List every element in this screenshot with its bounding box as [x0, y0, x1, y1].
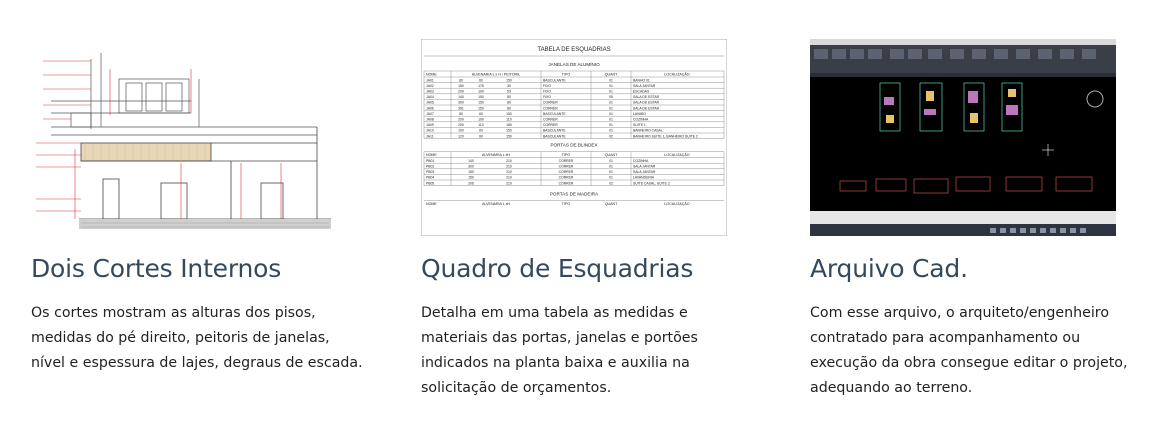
description-line: materiais das portas, janelas e portões: [421, 330, 698, 346]
table-cell: 200: [458, 117, 464, 122]
table-cell: 150: [506, 128, 512, 133]
table-cell: 210: [506, 175, 512, 180]
description-line: Com esse arquivo, o arquiteto/engenheiro: [810, 305, 1110, 321]
table-cell: CORRER: [558, 164, 574, 169]
table-cell: 60: [479, 134, 483, 139]
table-cell: COZINHA: [633, 117, 649, 122]
table-cell: SUITE CASAL, SUITE 2: [633, 181, 670, 186]
table-cell: 100: [458, 128, 464, 133]
table-header: QUANT: [604, 153, 618, 158]
table-cell: CORRER: [543, 123, 558, 128]
table-cell: FIXO: [543, 89, 551, 94]
table-cell: 391: [458, 106, 464, 111]
table-cell: JA02: [426, 83, 434, 88]
cad-screenshot: [810, 39, 1116, 236]
table-cell: 01: [609, 83, 613, 88]
table-cell: 05: [609, 95, 613, 100]
table-cell: 01: [609, 128, 613, 133]
card-description: [421, 301, 766, 401]
table-cell: CORRER: [558, 170, 574, 175]
card-title: Dois Cortes Internos: [31, 254, 282, 283]
table-header: LOCALIZAÇÃO: [664, 72, 690, 77]
table-cell: 150: [468, 170, 474, 175]
table-cell: SALA DE ESTAR: [633, 95, 660, 100]
cad-screenshot-image: [810, 39, 1116, 236]
table-cell: 01: [609, 78, 613, 83]
table-cell: JA05: [426, 100, 434, 105]
table-cell: SALA JANTAR: [633, 83, 656, 88]
table-cell: JA03: [426, 89, 434, 94]
table-cell: 150: [506, 134, 512, 139]
table-heading: TABELA DE ESQUADRIAS: [537, 47, 611, 53]
table-section-title: JANELAS DE ALUMÍNIO: [548, 62, 600, 67]
description-line: contratado para acompanhamento ou: [810, 330, 1081, 346]
table-cell: 30: [507, 83, 511, 88]
table-cell: 01: [609, 106, 613, 111]
table-cell: FIXO: [543, 95, 551, 100]
table-cell: JA07: [426, 111, 434, 116]
table-cell: 150: [458, 83, 464, 88]
table-header: NOME: [426, 202, 437, 207]
table-header: ALVENARIA L x H / PEITORIL: [471, 72, 521, 77]
table-cell: CORRER: [543, 100, 558, 105]
table-cell: 80: [507, 95, 511, 100]
table-cell: 60: [479, 78, 483, 83]
table-cell: CORRER: [543, 117, 558, 122]
description-line: adequando ao terreno.: [810, 380, 973, 396]
table-header: NOME: [426, 72, 437, 77]
table-cell: 80: [507, 106, 511, 111]
table-cell: FIXO: [543, 83, 551, 88]
table-cell: 01: [609, 123, 613, 128]
table-cell: 300: [468, 164, 474, 169]
table-cell: CORRER: [558, 158, 574, 163]
table-cell: 80: [459, 78, 463, 83]
table-cell: 01: [609, 111, 613, 116]
table-cell: 300: [458, 100, 464, 105]
table-cell: BASCULANTE: [543, 128, 566, 133]
table-cell: JA04: [426, 95, 434, 100]
table-cell: 150: [506, 78, 512, 83]
table-cell: 01: [609, 164, 613, 169]
table-cell: JA10: [426, 128, 434, 133]
table-cell: 01: [609, 158, 613, 163]
table-cell: 01: [609, 89, 613, 94]
description-line: Detalha em uma tabela as medidas e: [421, 305, 688, 321]
table-cell: ESCADAS: [633, 89, 650, 94]
description-line: solicitação de orçamentos.: [421, 380, 612, 396]
table-cell: COZINHA: [633, 158, 649, 163]
table-cell: JA01: [426, 78, 434, 83]
table-cell: PB03: [426, 170, 435, 175]
table-cell: BASCULANTE: [543, 111, 566, 116]
table-cell: PB02: [426, 164, 435, 169]
table-cell: 150: [468, 175, 474, 180]
table-cell: 175: [478, 83, 484, 88]
frames-table: [421, 39, 727, 236]
table-header: ALVENARIA L xH: [482, 153, 510, 158]
table-header: TIPO: [561, 72, 571, 77]
section-drawing-image: [31, 39, 337, 236]
card-description: [31, 301, 376, 376]
table-cell: BANHO 01: [633, 78, 650, 83]
table-cell: JA11: [426, 134, 434, 139]
table-cell: 150: [506, 111, 512, 116]
table-cell: 140: [468, 158, 474, 163]
table-cell: 100: [478, 117, 484, 122]
table-cell: 206: [468, 181, 474, 186]
table-header: LOCALIZAÇÃO: [664, 202, 690, 207]
description-line: nível e espessura de lajes, degraus de escada.: [31, 355, 363, 371]
table-header: QUANT: [604, 202, 618, 207]
table-cell: 80: [459, 111, 463, 116]
table-cell: SUITE 1: [633, 123, 646, 128]
table-cell: CORRER: [558, 175, 574, 180]
description-line: indicados na planta baixa e auxilia na: [421, 355, 690, 371]
table-header: NOME: [426, 153, 437, 158]
frames-table-image: [421, 39, 727, 236]
table-cell: 01: [609, 175, 613, 180]
table-header: TIPO: [561, 153, 571, 158]
table-cell: BANHEIRO CASAL: [633, 128, 663, 133]
description-line: execução da obra consegue editar o projeto,: [810, 355, 1128, 371]
table-cell: 01: [609, 117, 613, 122]
table-cell: PB05: [426, 181, 435, 186]
table-cell: 110: [478, 123, 484, 128]
table-cell: 120: [458, 134, 464, 139]
table-cell: LAVANDERIA: [633, 175, 654, 180]
table-cell: 200: [458, 89, 464, 94]
table-cell: 60: [479, 128, 483, 133]
card-description: [810, 301, 1153, 401]
table-cell: BANHEIRO SUITE 1, BANHEIRO SUITE 2: [633, 134, 698, 139]
table-cell: 60: [479, 111, 483, 116]
description-line: medidas do pé direito, peitoris de janelas,: [31, 330, 330, 346]
table-cell: SALA JANTAR: [633, 164, 656, 169]
table-cell: 02: [609, 181, 613, 186]
table-section-title: PORTAS DE MADEIRA: [549, 191, 599, 197]
table-cell: SALA DE ESTAR: [633, 106, 660, 111]
table-cell: LAVABO: [633, 111, 647, 116]
table-cell: 140: [458, 95, 464, 100]
table-cell: 180: [506, 123, 512, 128]
card-title: Quadro de Esquadrias: [421, 254, 694, 283]
table-cell: PB04: [426, 175, 435, 180]
table-header: ALVENARIA L xH: [482, 202, 510, 207]
table-cell: 200: [458, 123, 464, 128]
table-cell: 150: [478, 95, 484, 100]
table-cell: 80: [507, 100, 511, 105]
table-cell: 210: [506, 164, 512, 169]
table-header: QUANT: [604, 72, 618, 77]
table-cell: 150: [478, 100, 484, 105]
card-title: Arquivo Cad.: [810, 254, 968, 283]
table-cell: 02: [609, 134, 613, 139]
table-header: LOCALIZAÇÃO: [664, 153, 690, 158]
table-cell: 210: [506, 170, 512, 175]
table-cell: PB01: [426, 158, 435, 163]
table-cell: CORRER: [558, 181, 574, 186]
table-cell: 01: [609, 170, 613, 175]
table-header: TIPO: [561, 202, 571, 207]
table-cell: BASCULANTE: [543, 78, 566, 83]
table-cell: 110: [506, 117, 512, 122]
table-cell: 100: [478, 89, 484, 94]
table-section-title: PORTAS DE BLINDEX: [550, 142, 598, 148]
table-cell: 53: [507, 89, 511, 94]
table-cell: JA09: [426, 123, 434, 128]
table-cell: SALA DE ESTAR: [633, 100, 660, 105]
table-cell: JA06: [426, 106, 434, 111]
table-cell: CORRER: [543, 106, 558, 111]
table-cell: JA08: [426, 117, 434, 122]
table-cell: 210: [506, 181, 512, 186]
table-cell: 150: [478, 106, 484, 111]
section-drawing: [31, 39, 337, 236]
table-cell: SALA JANTAR: [633, 170, 656, 175]
description-line: Os cortes mostram as alturas dos pisos,: [31, 305, 316, 321]
table-cell: BASCULANTE: [543, 134, 566, 139]
table-cell: 01: [609, 100, 613, 105]
table-cell: 210: [506, 158, 512, 163]
